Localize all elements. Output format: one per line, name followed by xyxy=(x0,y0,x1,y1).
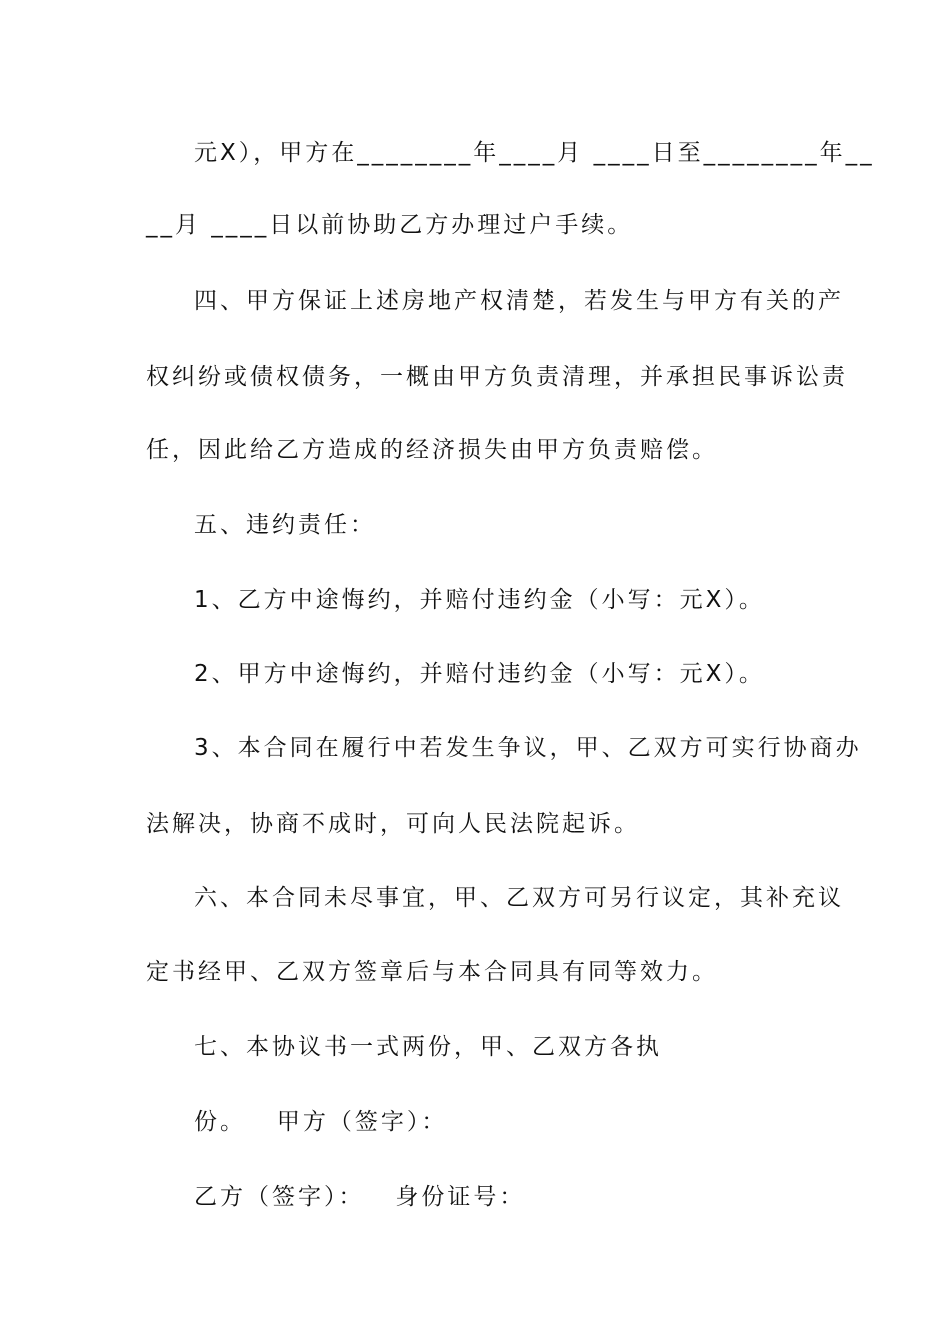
clause-five-item-2: 2、甲方中途悔约，并赔付违约金（小写：元X）。 xyxy=(194,661,765,687)
clause-four-line-1: 四、甲方保证上述房地产权清楚，若发生与甲方有关的产 xyxy=(194,288,844,314)
clause-six-line-1: 六、本合同未尽事宜，甲、乙双方可另行议定，其补充议 xyxy=(194,885,844,911)
clause-four-line-3: 任，因此给乙方造成的经济损失由甲方负责赔偿。 xyxy=(146,437,718,463)
clause-seven-line-2-party-a-signature: 份。 甲方（签字）： xyxy=(194,1109,448,1135)
clause-five-item-3-line-1: 3、本合同在履行中若发生争议，甲、乙双方可实行协商办 xyxy=(194,735,862,761)
clause-five-item-3-line-2: 法解决，协商不成时，可向人民法院起诉。 xyxy=(146,811,640,837)
clause-line-1: 元X），甲方在________年____月 ____日至________年__ xyxy=(194,140,875,166)
clause-seven-line-1: 七、本协议书一式两份，甲、乙双方各执 xyxy=(194,1034,662,1060)
clause-five-heading: 五、违约责任： xyxy=(194,512,376,538)
clause-line-2: __月 ____日以前协助乙方办理过户手续。 xyxy=(146,212,634,238)
clause-five-item-1: 1、乙方中途悔约，并赔付违约金（小写：元X）。 xyxy=(194,587,765,613)
clause-six-line-2: 定书经甲、乙双方签章后与本合同具有同等效力。 xyxy=(146,959,718,985)
party-b-signature-id-number: 乙方（签字）： 身份证号： xyxy=(194,1184,526,1210)
clause-four-line-2: 权纠纷或债权债务，一概由甲方负责清理，并承担民事诉讼责 xyxy=(146,364,848,390)
